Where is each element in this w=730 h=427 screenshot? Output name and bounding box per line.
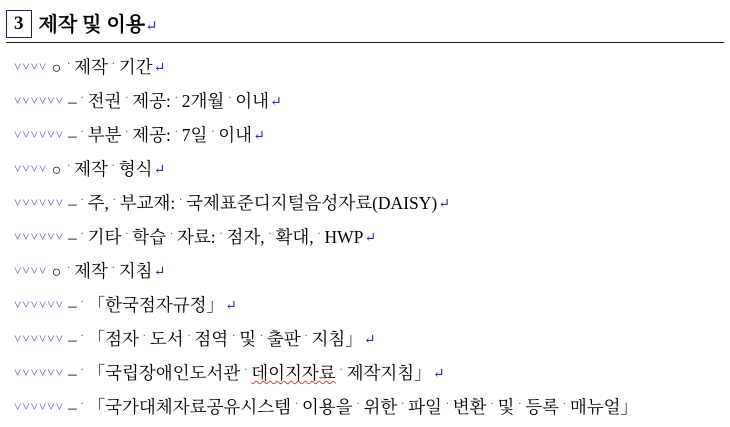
list-item-text: 「점자 ˙ 도서 ˙ 점역 ˙ 및 ˙ 출판 ˙ 지침」 — [87, 329, 363, 349]
space-mark: ˙ — [352, 399, 364, 414]
space-mark: ˙ — [170, 127, 182, 142]
indent-marks: ˅˅˅˅˅˅ — [14, 331, 69, 346]
dash-bullet-icon: – — [68, 330, 77, 349]
list-item-text: 「국립장애인도서관 ˙ 데이지자료 ˙ 제작지침」 — [87, 363, 432, 383]
space-mark: ˙ — [76, 195, 88, 210]
space-mark: ˙ — [335, 365, 347, 380]
list-item — [8, 288, 730, 322]
indent-marks: ˅˅˅˅ — [14, 59, 52, 74]
space-mark: ˙ — [207, 127, 219, 142]
space-mark: ˙ — [76, 399, 88, 414]
list-item-text: 제작 ˙ 기간 — [74, 57, 153, 77]
space-mark: ˙ — [107, 263, 119, 278]
dash-bullet-icon: – — [68, 228, 77, 247]
space-mark: ˙ — [255, 331, 267, 346]
indent-marks: ˅˅˅˅˅˅ — [14, 195, 69, 210]
paragraph-mark: ↵ — [153, 61, 166, 76]
indent-marks: ˅˅˅˅˅˅ — [14, 399, 69, 414]
list-item-text: 주, ˙ 부교재: ˙ 국제표준디지털음성자료(DAISY) — [87, 193, 438, 213]
paragraph-mark: ↵ — [432, 367, 445, 382]
list-item — [8, 50, 730, 84]
dash-bullet-icon: – — [68, 194, 77, 213]
space-mark: ˙ — [264, 229, 276, 244]
space-mark: ˙ — [313, 229, 325, 244]
space-mark: ˙ — [240, 365, 252, 380]
list-item — [8, 254, 730, 288]
dash-bullet-icon: – — [68, 92, 77, 111]
space-mark: ˙ — [228, 331, 240, 346]
space-mark: ˙ — [183, 331, 195, 346]
space-mark: ˙ — [441, 399, 453, 414]
indent-marks: ˅˅˅˅ — [14, 161, 52, 176]
list-item — [8, 322, 730, 356]
space-mark: ˙ — [138, 331, 150, 346]
space-mark: ˙ — [215, 229, 227, 244]
list-item — [8, 118, 730, 152]
dash-bullet-icon: – — [68, 398, 77, 417]
heading-divider — [6, 42, 724, 43]
space-mark: ˙ — [121, 127, 133, 142]
content-lines — [0, 50, 730, 424]
space-mark: ˙ — [559, 399, 570, 414]
space-mark: ˙ — [76, 229, 88, 244]
list-item-text: 제작 ˙ 형식 — [74, 159, 153, 179]
space-mark: ˙ — [107, 161, 119, 176]
section-title-text: 제작 및 이용 — [38, 14, 146, 36]
paragraph-mark: ↵ — [364, 231, 377, 246]
space-mark: ˙ — [76, 331, 88, 346]
list-item — [8, 186, 730, 220]
paragraph-mark: ↵ — [225, 299, 237, 314]
list-item-text: 제작 ˙ 지침 — [74, 261, 153, 281]
list-item — [8, 356, 730, 390]
indent-marks: ˅˅˅˅˅˅ — [14, 297, 69, 312]
section-heading — [6, 4, 730, 38]
indent-marks: ˅˅˅˅ — [14, 263, 52, 278]
indent-marks: ˅˅˅˅˅˅ — [14, 93, 69, 108]
space-mark: ˙ — [291, 399, 302, 414]
list-item-text: 전권 ˙ 제공: ˙ 2개월 ˙ 이내 — [87, 91, 269, 111]
space-mark: ˙ — [76, 127, 88, 142]
paragraph-mark: ↵ — [153, 265, 166, 280]
paragraph-mark: ↵ — [363, 333, 376, 348]
dash-bullet-icon: – — [68, 296, 77, 315]
space-mark: ˙ — [486, 399, 498, 414]
list-item — [8, 390, 730, 424]
circle-bullet-icon: ○ — [51, 60, 62, 77]
space-mark: ˙ — [121, 93, 133, 108]
space-mark: ˙ — [63, 161, 75, 176]
list-item-text: 「한국점자규정」 — [87, 295, 225, 315]
circle-bullet-icon: ○ — [51, 264, 62, 281]
list-item-text: 부분 ˙ 제공: ˙ 7일 ˙ 이내 — [87, 125, 253, 145]
space-mark: ˙ — [121, 229, 133, 244]
circle-bullet-icon: ○ — [51, 162, 62, 179]
dash-bullet-icon: – — [68, 364, 77, 383]
indent-marks: ˅˅˅˅˅˅ — [14, 127, 69, 142]
space-mark: ˙ — [300, 331, 312, 346]
space-mark: ˙ — [108, 195, 120, 210]
space-mark: ˙ — [514, 399, 526, 414]
space-mark: ˙ — [166, 229, 177, 244]
indent-marks: ˅˅˅˅˅˅ — [14, 365, 69, 380]
paragraph-mark: ↵ — [253, 129, 265, 144]
list-item-text: 기타 ˙ 학습 ˙ 자료: ˙ 점자, ˙ 확대, ˙ HWP — [87, 227, 364, 247]
space-mark: ˙ — [76, 365, 88, 380]
space-mark: ˙ — [107, 59, 119, 74]
space-mark: ˙ — [170, 93, 182, 108]
space-mark: ˙ — [224, 93, 236, 108]
list-item-text: 「국가대체자료공유시스템 ˙ 이용을 ˙ 위한 ˙ 파일 ˙ 변환 ˙ 및 ˙ 등록 ˙ 매뉴얼」 — [87, 397, 639, 417]
paragraph-mark: ↵ — [145, 19, 158, 35]
space-mark: ˙ — [397, 399, 409, 414]
space-mark: ˙ — [175, 195, 187, 210]
space-mark: ˙ — [76, 93, 88, 108]
space-mark: ˙ — [63, 263, 75, 278]
list-item — [8, 220, 730, 254]
paragraph-mark: ↵ — [438, 197, 450, 212]
document-page — [0, 4, 730, 427]
space-mark: ˙ — [76, 297, 88, 312]
list-item — [8, 152, 730, 186]
space-mark: ˙ — [63, 59, 75, 74]
section-number: 3 — [6, 10, 32, 38]
list-item — [8, 84, 730, 118]
paragraph-mark: ↵ — [270, 95, 282, 110]
dash-bullet-icon: – — [68, 126, 77, 145]
page-title — [39, 8, 158, 38]
indent-marks: ˅˅˅˅˅˅ — [14, 229, 69, 244]
paragraph-mark: ↵ — [153, 163, 166, 178]
spellcheck-underline: 데이지자료 — [251, 363, 336, 383]
